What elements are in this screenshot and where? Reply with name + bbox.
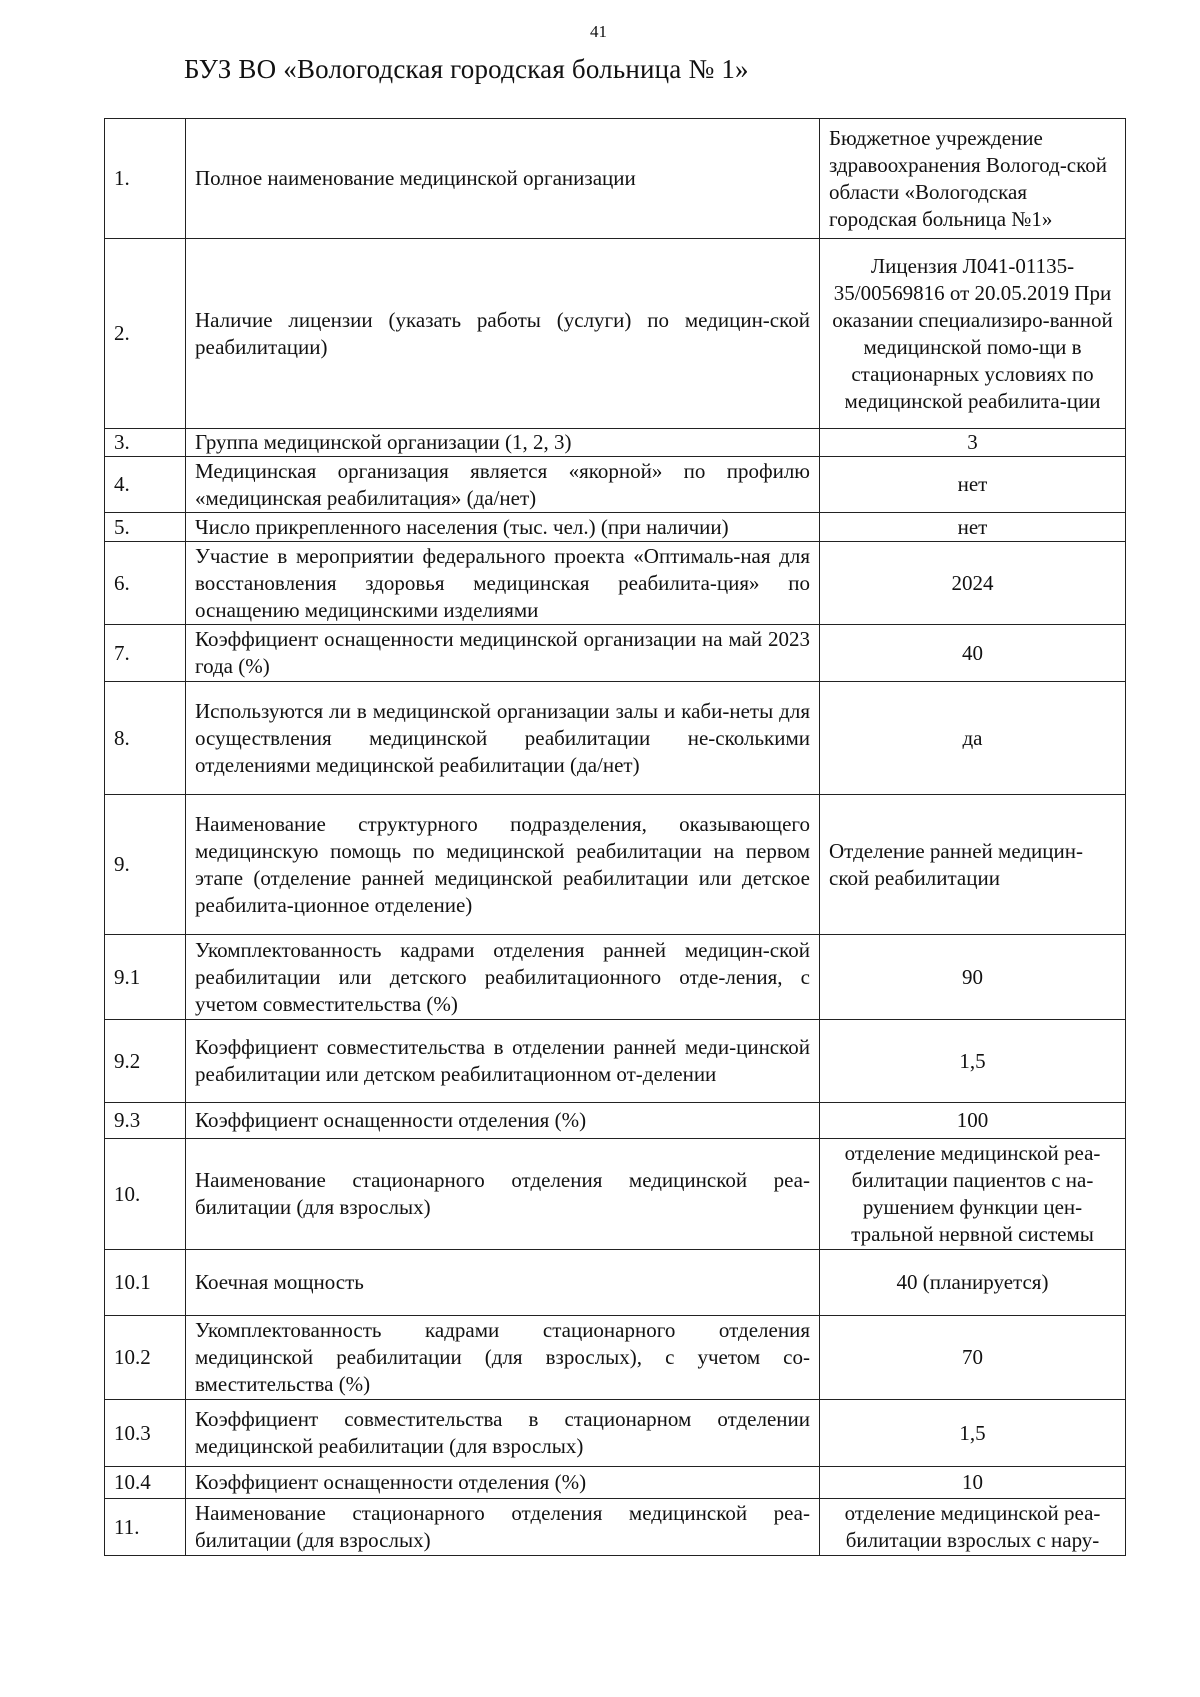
row-parameter: Коэффициент совместительства в стационарном отделении медицинской реабилитации (для взрослых) [186,1400,820,1467]
row-number: 4. [105,457,186,513]
row-value: нет [820,457,1126,513]
row-value: 10 [820,1467,1126,1499]
row-value: 40 (планируется) [820,1250,1126,1316]
row-parameter: Укомплектованность кадрами отделения ранней медицин-ской реабилитации или детского реабилитационного отде-ления, с учетом совместительства (%) [186,935,820,1020]
table-row [105,1400,1126,1467]
row-parameter: Полное наименование медицинской организации [186,119,820,239]
row-parameter: Наименование стационарного отделения медицинской реа-билитации (для взрослых) [186,1139,820,1250]
row-number: 6. [105,542,186,625]
table-row [105,1103,1126,1139]
row-number: 2. [105,239,186,429]
row-value: нет [820,513,1126,542]
organization-title: БУЗ ВО «Вологодская городская больница № 1» [184,54,749,84]
table-row [105,457,1126,513]
table-row [105,1467,1126,1499]
row-parameter: Коэффициент оснащенности отделения (%) [186,1103,820,1139]
table-row [105,935,1126,1020]
row-value: 100 [820,1103,1126,1139]
row-number: 10.1 [105,1250,186,1316]
row-value: Лицензия Л041-01135-35/00569816 от 20.05.2019 При оказании специализиро-ванной медицинской помо-щи в стационарных условиях по медицинской реабилита-ции [820,239,1126,429]
row-number: 11. [105,1499,186,1556]
row-value: 1,5 [820,1020,1126,1103]
table-row [105,1020,1126,1103]
table-row [105,625,1126,682]
table-row [105,1499,1126,1556]
row-value: 3 [820,429,1126,457]
row-value: Отделение ранней медицин-ской реабилитации [820,795,1126,935]
table-row [105,1316,1126,1400]
row-parameter: Наличие лицензии (указать работы (услуги) по медицин-ской реабилитации) [186,239,820,429]
row-parameter: Число прикрепленного населения (тыс. чел.) (при наличии) [186,513,820,542]
row-number: 10.3 [105,1400,186,1467]
row-number: 7. [105,625,186,682]
table-row [105,542,1126,625]
row-value: 1,5 [820,1400,1126,1467]
row-parameter: Коэффициент совместительства в отделении ранней меди-цинской реабилитации или детском реабилитационном от-делении [186,1020,820,1103]
row-number: 9.1 [105,935,186,1020]
row-number: 9.3 [105,1103,186,1139]
table-row [105,119,1126,239]
row-parameter: Медицинская организация является «якорной» по профилю «медицинская реабилитация» (да/нет) [186,457,820,513]
row-number: 1. [105,119,186,239]
row-parameter: Коэффициент оснащенности медицинской организации на май 2023 года (%) [186,625,820,682]
row-value: 40 [820,625,1126,682]
row-number: 10.2 [105,1316,186,1400]
row-parameter: Участие в мероприятии федерального проекта «Оптималь-ная для восстановления здоровья медицинская реабилита-ция» по оснащению медицинскими изделиями [186,542,820,625]
row-value: 90 [820,935,1126,1020]
table-row [105,795,1126,935]
table-row [105,513,1126,542]
table-row [105,682,1126,795]
row-number: 3. [105,429,186,457]
row-number: 5. [105,513,186,542]
row-parameter: Группа медицинской организации (1, 2, 3) [186,429,820,457]
row-value: отделение медицинской реа-билитации взрослых с нару- [820,1499,1126,1556]
row-number: 9.2 [105,1020,186,1103]
row-parameter: Используются ли в медицинской организации залы и каби-неты для осуществления медицинской реабилитации не-сколькими отделениями медицинской реабилитации (да/нет) [186,682,820,795]
row-parameter: Укомплектованность кадрами стационарного отделения медицинской реабилитации (для взрослых), с учетом со-вместительства (%) [186,1316,820,1400]
row-parameter: Коечная мощность [186,1250,820,1316]
row-number: 8. [105,682,186,795]
row-number: 9. [105,795,186,935]
row-value: 2024 [820,542,1126,625]
row-value: 70 [820,1316,1126,1400]
row-parameter: Наименование стационарного отделения медицинской реа-билитации (для взрослых) [186,1499,820,1556]
table-row [105,1139,1126,1250]
row-parameter: Наименование структурного подразделения, оказывающего медицинскую помощь по медицинской реабилитации на первом этапе (отделение ранней медицинской реабилитации или детское реабилита-ционное отделение) [186,795,820,935]
data-table [104,118,1126,1556]
row-number: 10.4 [105,1467,186,1499]
row-value: отделение медицинской реа-билитации пациентов с на-рушением функции цен-тральной нервной системы [820,1139,1126,1250]
table-row [105,429,1126,457]
page-number: 41 [590,22,607,41]
table-row [105,1250,1126,1316]
row-parameter: Коэффициент оснащенности отделения (%) [186,1467,820,1499]
table-row [105,239,1126,429]
row-value: да [820,682,1126,795]
row-number: 10. [105,1139,186,1250]
row-value: Бюджетное учреждение здравоохранения Вологод-ской области «Вологодская городская больница №1» [820,119,1126,239]
